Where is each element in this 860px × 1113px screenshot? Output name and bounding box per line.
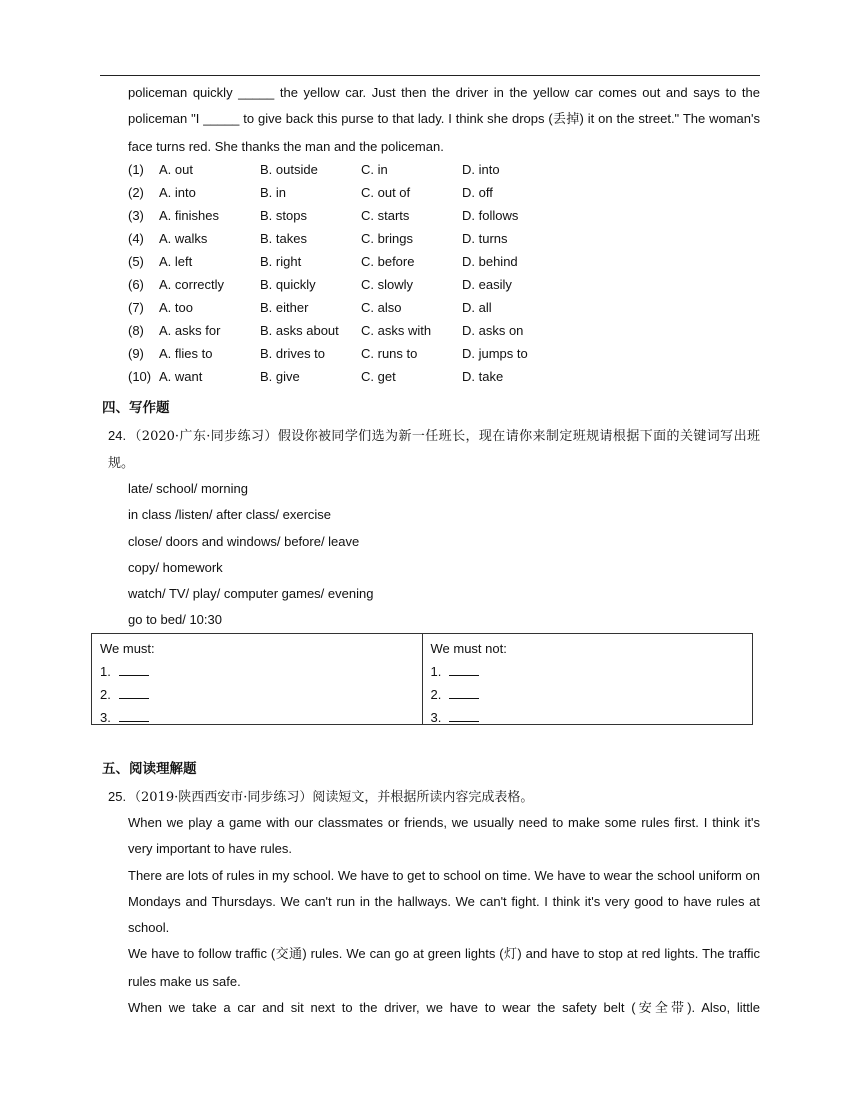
question-24-prompt: 24. （2020·广东·同步练习）假设你被同学们选为新一任班长，现在请你来制定班规请根据下面的关键词写出班规。 bbox=[108, 428, 760, 471]
must-item: 2. bbox=[100, 683, 422, 706]
must-item: 1. bbox=[100, 660, 422, 683]
class-rules-table bbox=[91, 633, 753, 725]
reading-paragraph: When we take a car and sit next to the driver, we have to wear the safety belt (安全带). Also, little bbox=[128, 1000, 760, 1017]
keyword-line: watch/ TV/ play/ computer games/ evening bbox=[128, 586, 374, 602]
reading-paragraph: We have to follow traffic (交通) rules. We can go at green lights (灯) and have to stop at red lights. The traffic rules make us safe. bbox=[128, 946, 760, 989]
must-not-item: 3. bbox=[431, 706, 753, 729]
keyword-line: copy/ homework bbox=[128, 559, 223, 575]
answer-blank[interactable] bbox=[119, 684, 149, 699]
keyword-line: go to bed/ 10:30 bbox=[128, 612, 222, 628]
answer-blank[interactable] bbox=[449, 661, 479, 676]
question-25-prompt: 25. （2019·陕西西安市·同步练习）阅读短文，并根据所读内容完成表格。 bbox=[108, 789, 534, 805]
option-row: (7) A. too B. either C. also D. all bbox=[128, 300, 492, 315]
answer-blank[interactable] bbox=[449, 684, 479, 699]
option-row: (2) A. into B. in C. out of D. off bbox=[128, 185, 493, 200]
section-heading-writing: 四、写作题 bbox=[102, 400, 170, 416]
header-rule bbox=[100, 75, 760, 76]
answer-blank[interactable] bbox=[119, 661, 149, 676]
answer-blank[interactable] bbox=[119, 707, 149, 722]
reading-paragraph: There are lots of rules in my school. We have to get to school on time. We have to wear the school uniform on Mondays and Thursdays. We can't run in the hallways. We can't fight. I think it's very good to have rules at school. bbox=[128, 867, 760, 936]
option-row: (3) A. finishes B. stops C. starts D. follows bbox=[128, 208, 519, 223]
reading-passage bbox=[128, 810, 760, 1022]
option-row: (8) A. asks for B. asks about C. asks with D. asks on bbox=[128, 323, 524, 338]
passage-continuation: policeman quickly _____ the yellow car. Just then the driver in the yellow car comes out and says to the policeman "I _____ to give back this purse to that lady. I think she drops (丢掉) it on the street." The woman's face turns red. She thanks the man and the policeman. bbox=[128, 85, 760, 154]
option-row: (10) A. want B. give C. get D. take bbox=[128, 369, 504, 384]
keyword-line: close/ doors and windows/ before/ leave bbox=[128, 533, 360, 549]
keyword-list bbox=[128, 476, 373, 634]
options-list bbox=[128, 158, 728, 388]
must-not-header: We must not: bbox=[430, 641, 507, 656]
option-row: (6) A. correctly B. quickly C. slowly D. easily bbox=[128, 277, 512, 292]
reading-paragraph: When we play a game with our classmates or friends, we usually need to make some rules first. I think it's very important to have rules. bbox=[128, 815, 760, 857]
must-item: 3. bbox=[100, 706, 422, 729]
option-row: (5) A. left B. right C. before D. behind bbox=[128, 254, 518, 269]
option-row: (4) A. walks B. takes C. brings D. turns bbox=[128, 231, 508, 246]
keyword-line: in class /listen/ after class/ exercise bbox=[128, 507, 332, 523]
answer-blank[interactable] bbox=[449, 707, 479, 722]
keyword-line: late/ school/ morning bbox=[128, 481, 248, 496]
section-heading-reading: 五、阅读理解题 bbox=[102, 761, 197, 777]
must-header: We must: bbox=[100, 641, 155, 656]
must-not-item: 2. bbox=[431, 683, 753, 706]
option-row: (9) A. flies to B. drives to C. runs to D. jumps to bbox=[128, 346, 528, 361]
must-not-column bbox=[422, 634, 753, 724]
must-not-item: 1. bbox=[431, 660, 753, 683]
option-row: (1) A. out B. outside C. in D. into bbox=[128, 162, 500, 177]
must-column bbox=[92, 634, 422, 724]
